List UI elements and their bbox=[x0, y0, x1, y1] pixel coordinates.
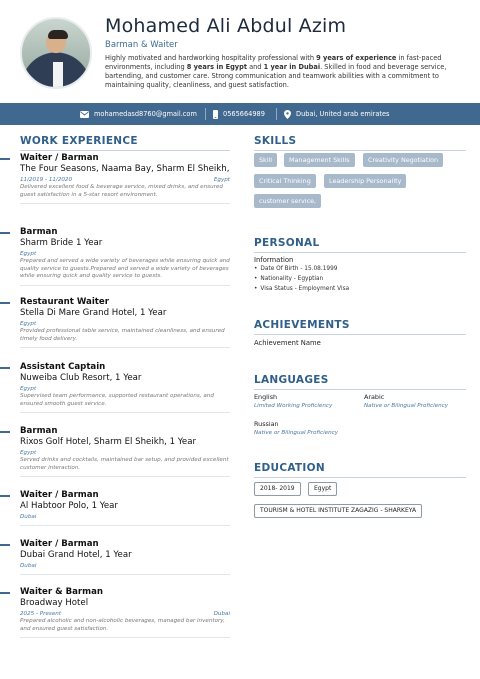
job-entry bbox=[20, 539, 230, 575]
section-divider bbox=[254, 252, 466, 253]
skill-chip: Management Skills bbox=[284, 153, 355, 167]
contact-email[interactable] bbox=[80, 103, 197, 125]
personal-info-item: • Date Of Birth - 15.08.1999 bbox=[254, 266, 337, 272]
job-company: Dubai Grand Hotel, 1 Year bbox=[20, 550, 132, 560]
timeline-marker bbox=[0, 367, 10, 369]
job-location: Dubai bbox=[213, 611, 230, 617]
job-description: Prepared and served a wide variety of beverages while ensuring quick and quality service to guests.Prepared and served a wide variety of beverages while ensuring quick and quality service to guests. bbox=[20, 258, 230, 279]
job-entry bbox=[20, 297, 230, 348]
job-entry bbox=[20, 153, 230, 204]
job-company: The Four Seasons, Naama Bay, Sharm El Sheikh, bbox=[20, 164, 230, 174]
timeline-marker bbox=[0, 592, 10, 594]
job-title: Waiter / Barman bbox=[20, 153, 99, 163]
profile-photo bbox=[20, 17, 92, 89]
timeline-marker bbox=[0, 232, 10, 234]
language-level: Native or Bilingual Proficiency bbox=[364, 403, 449, 409]
contact-location bbox=[284, 103, 389, 125]
job-entry bbox=[20, 587, 230, 638]
resume-header bbox=[0, 0, 480, 103]
section-title-skills: SKILLS bbox=[254, 135, 297, 147]
job-description: Served drinks and cocktails, maintained bar setup, and provided excellent customer interaction. bbox=[20, 457, 229, 471]
section-divider bbox=[254, 389, 466, 390]
language-name: English bbox=[254, 393, 278, 401]
language-name: Arabic bbox=[364, 393, 385, 401]
job-description: Provided professional table service, maintained cleanliness, and ensured timely food delivery. bbox=[20, 328, 225, 342]
section-divider bbox=[254, 150, 466, 151]
section-title-achievements: ACHIEVEMENTS bbox=[254, 319, 350, 331]
job-description: Prepared alcoholic and non-alcoholic beverages, managed bar inventory, and ensured guest satisfaction. bbox=[20, 618, 225, 632]
contact-bar bbox=[0, 103, 480, 125]
job-entry bbox=[20, 426, 230, 477]
job-description: Delivered excellent food & beverage service, mixed drinks, and ensured guest satisfaction in a 5-star resort environment. bbox=[20, 184, 223, 198]
personal-info-item: • Nationality - Egyptian bbox=[254, 276, 323, 282]
skill-chip: Leadership Personality bbox=[324, 174, 406, 188]
phone-text: 0565664989 bbox=[223, 110, 265, 118]
job-title: Barman bbox=[20, 426, 58, 436]
job-location: Egypt bbox=[213, 177, 230, 183]
entry-divider bbox=[20, 347, 230, 348]
section-title-work: WORK EXPERIENCE bbox=[20, 135, 138, 147]
job-location: Dubai bbox=[20, 563, 37, 569]
timeline-marker bbox=[0, 431, 10, 433]
skill-chip: Skill bbox=[254, 153, 277, 167]
sidebar-column bbox=[240, 125, 480, 679]
entry-divider bbox=[20, 203, 230, 204]
candidate-role: Barman & Waiter bbox=[105, 40, 178, 50]
job-title: Assistant Captain bbox=[20, 362, 106, 372]
email-text: mohamedasd8760@gmail.com bbox=[94, 110, 197, 118]
job-company: Nuweiba Club Resort, 1 Year bbox=[20, 373, 142, 383]
job-company: Stella Di Mare Grand Hotel, 1 Year bbox=[20, 308, 167, 318]
section-title-education: EDUCATION bbox=[254, 462, 325, 474]
job-entry bbox=[20, 362, 230, 413]
contact-divider bbox=[205, 108, 206, 120]
job-dates: 11/2019 - 11/2020 bbox=[20, 177, 73, 183]
language-level: Limited Working Proficiency bbox=[254, 403, 333, 409]
contact-divider bbox=[276, 108, 277, 120]
job-company: Sharm Bride 1 Year bbox=[20, 238, 103, 248]
envelope-icon bbox=[80, 111, 89, 118]
job-location: Egypt bbox=[20, 450, 37, 456]
entry-divider bbox=[20, 574, 230, 575]
job-title: Waiter / Barman bbox=[20, 490, 99, 500]
personal-info-item: • Visa Status - Employment Visa bbox=[254, 286, 349, 292]
entry-divider bbox=[20, 525, 230, 526]
job-location: Egypt bbox=[20, 386, 37, 392]
location-text: Dubai, United arab emirates bbox=[296, 110, 390, 118]
phone-icon bbox=[213, 110, 218, 119]
job-description: Supervised team performance, supported restaurant operations, and ensured smooth guest service. bbox=[20, 393, 214, 407]
job-title: Restaurant Waiter bbox=[20, 297, 109, 307]
job-company: Al Habtoor Polo, 1 Year bbox=[20, 501, 118, 511]
entry-divider bbox=[20, 412, 230, 413]
job-company: Broadway Hotel bbox=[20, 598, 89, 608]
skill-chip: Creativity Negotiation bbox=[363, 153, 443, 167]
language-name: Russian bbox=[254, 420, 279, 428]
job-location: Egypt bbox=[20, 321, 37, 327]
skill-chip: Critical Thinking bbox=[254, 174, 316, 188]
education-years: 2018- 2019 bbox=[254, 482, 301, 496]
location-pin-icon bbox=[284, 110, 291, 119]
achievement-item: Achievement Name bbox=[254, 339, 321, 347]
entry-divider bbox=[20, 285, 230, 286]
entry-divider bbox=[20, 476, 230, 477]
contact-phone[interactable] bbox=[213, 103, 265, 125]
section-divider bbox=[254, 334, 466, 335]
work-experience-column bbox=[0, 125, 240, 679]
timeline-marker bbox=[0, 544, 10, 546]
section-divider bbox=[254, 477, 466, 478]
timeline-marker bbox=[0, 495, 10, 497]
job-company: Rixos Golf Hotel, Sharm El Sheikh, 1 Year bbox=[20, 437, 196, 447]
education-country: Egypt bbox=[308, 482, 337, 496]
education-school: TOURISM & HOTEL INSTITUTE ZAGAZIG - SHARKEYA bbox=[254, 504, 422, 518]
job-entry bbox=[20, 227, 230, 286]
timeline-marker bbox=[0, 158, 10, 160]
section-title-personal: PERSONAL bbox=[254, 237, 320, 249]
section-title-languages: LANGUAGES bbox=[254, 374, 329, 386]
entry-divider bbox=[20, 637, 230, 638]
job-dates: 2025 - Present bbox=[20, 611, 62, 617]
section-divider bbox=[20, 150, 230, 151]
language-level: Native or Bilingual Proficiency bbox=[254, 430, 339, 436]
skill-chip: customer service, bbox=[254, 194, 321, 208]
candidate-name: Mohamed Ali Abdul Azim bbox=[105, 15, 347, 37]
job-title: Barman bbox=[20, 227, 58, 237]
job-location: Dubai bbox=[20, 514, 37, 520]
job-title: Waiter & Barman bbox=[20, 587, 104, 597]
timeline-marker bbox=[0, 302, 10, 304]
job-location: Egypt bbox=[20, 251, 37, 257]
personal-info-label: Information bbox=[254, 256, 294, 264]
job-title: Waiter / Barman bbox=[20, 539, 99, 549]
profile-summary: Highly motivated and hardworking hospitality professional with 9 years of experience in fast-paced environments, including 8 years in Egypt and 1 year in Dubai. Skilled in food and beverage service, bartending, and customer care. Strong communication and teamwork abilities with a commitment to maintaining quality, cleanliness, and guest satisfaction. bbox=[105, 54, 447, 89]
job-entry bbox=[20, 490, 230, 526]
